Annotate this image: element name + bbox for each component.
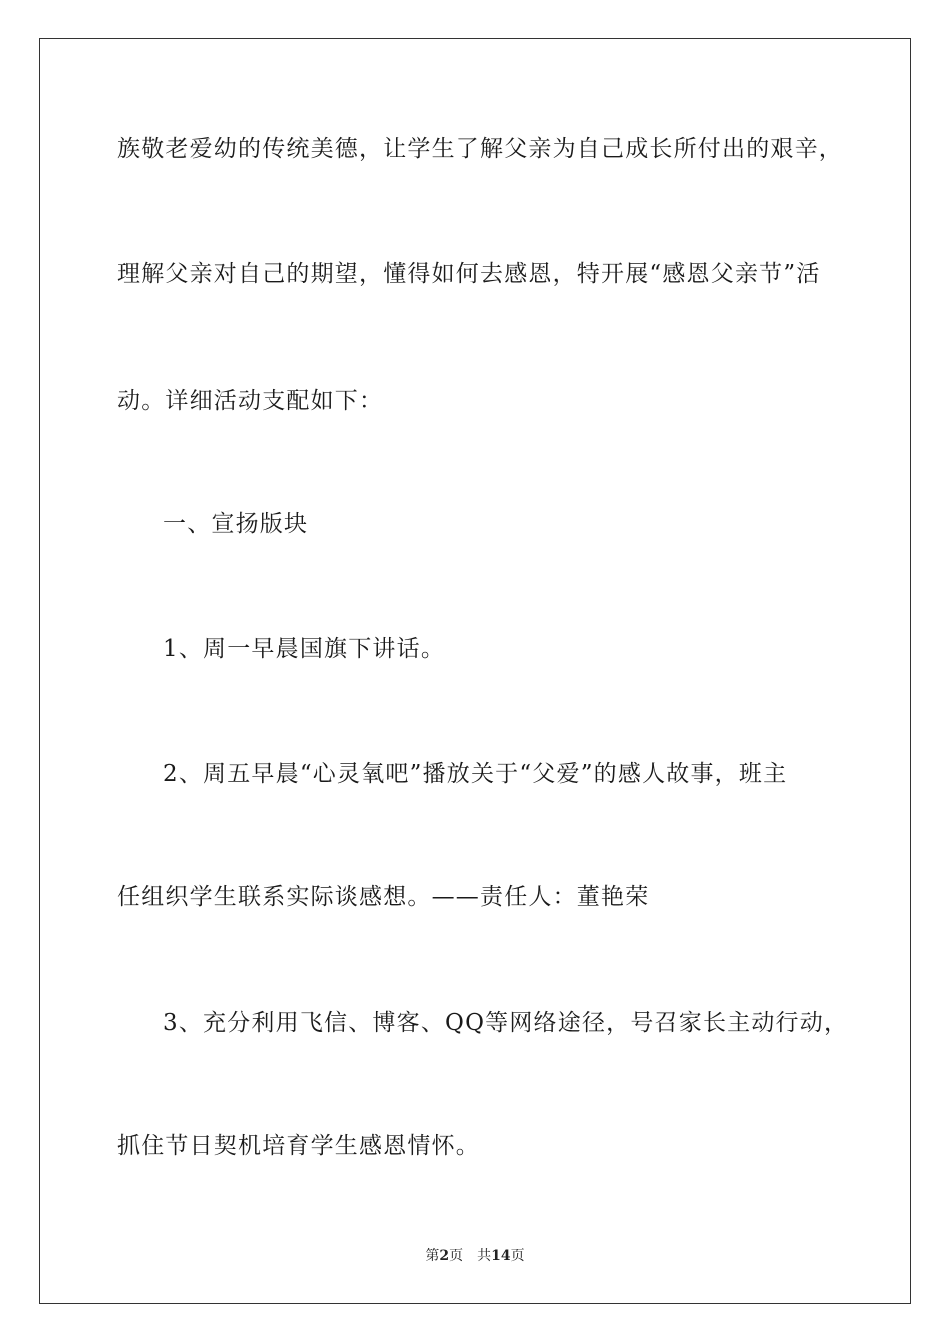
paragraph-line: 族敬老爱幼的传统美德，让学生了解父亲为自己成长所付出的艰辛， bbox=[117, 136, 843, 162]
paragraph-line: 理解父亲对自己的期望，懂得如何去感恩，特开展“感恩父亲节”活 bbox=[117, 261, 821, 287]
page-footer bbox=[0, 1246, 950, 1266]
paragraph-line: 动。详细活动支配如下： bbox=[117, 388, 384, 414]
total-prefix: 共 bbox=[477, 1248, 492, 1264]
paragraph-line: 抓住节日契机培育学生感恩情怀。 bbox=[117, 1133, 480, 1159]
total-suffix: 页 bbox=[510, 1248, 525, 1264]
page-number: 2 bbox=[439, 1248, 450, 1264]
page-suffix: 页 bbox=[449, 1248, 464, 1264]
list-item: 2、周五早晨“心灵氧吧”播放关于“父爱”的感人故事，班主 bbox=[163, 761, 788, 787]
section-heading: 一、宣扬版块 bbox=[163, 511, 309, 537]
total-pages: 14 bbox=[491, 1248, 511, 1264]
paragraph-line: 任组织学生联系实际谈感想。——责任人：董艳荣 bbox=[117, 884, 650, 910]
list-item: 1、周一早晨国旗下讲话。 bbox=[163, 636, 446, 662]
list-item: 3、充分利用飞信、博客、QQ等网络途径，号召家长主动行动， bbox=[163, 1010, 849, 1036]
page-prefix: 第 bbox=[425, 1248, 440, 1264]
page-frame bbox=[39, 38, 911, 1304]
